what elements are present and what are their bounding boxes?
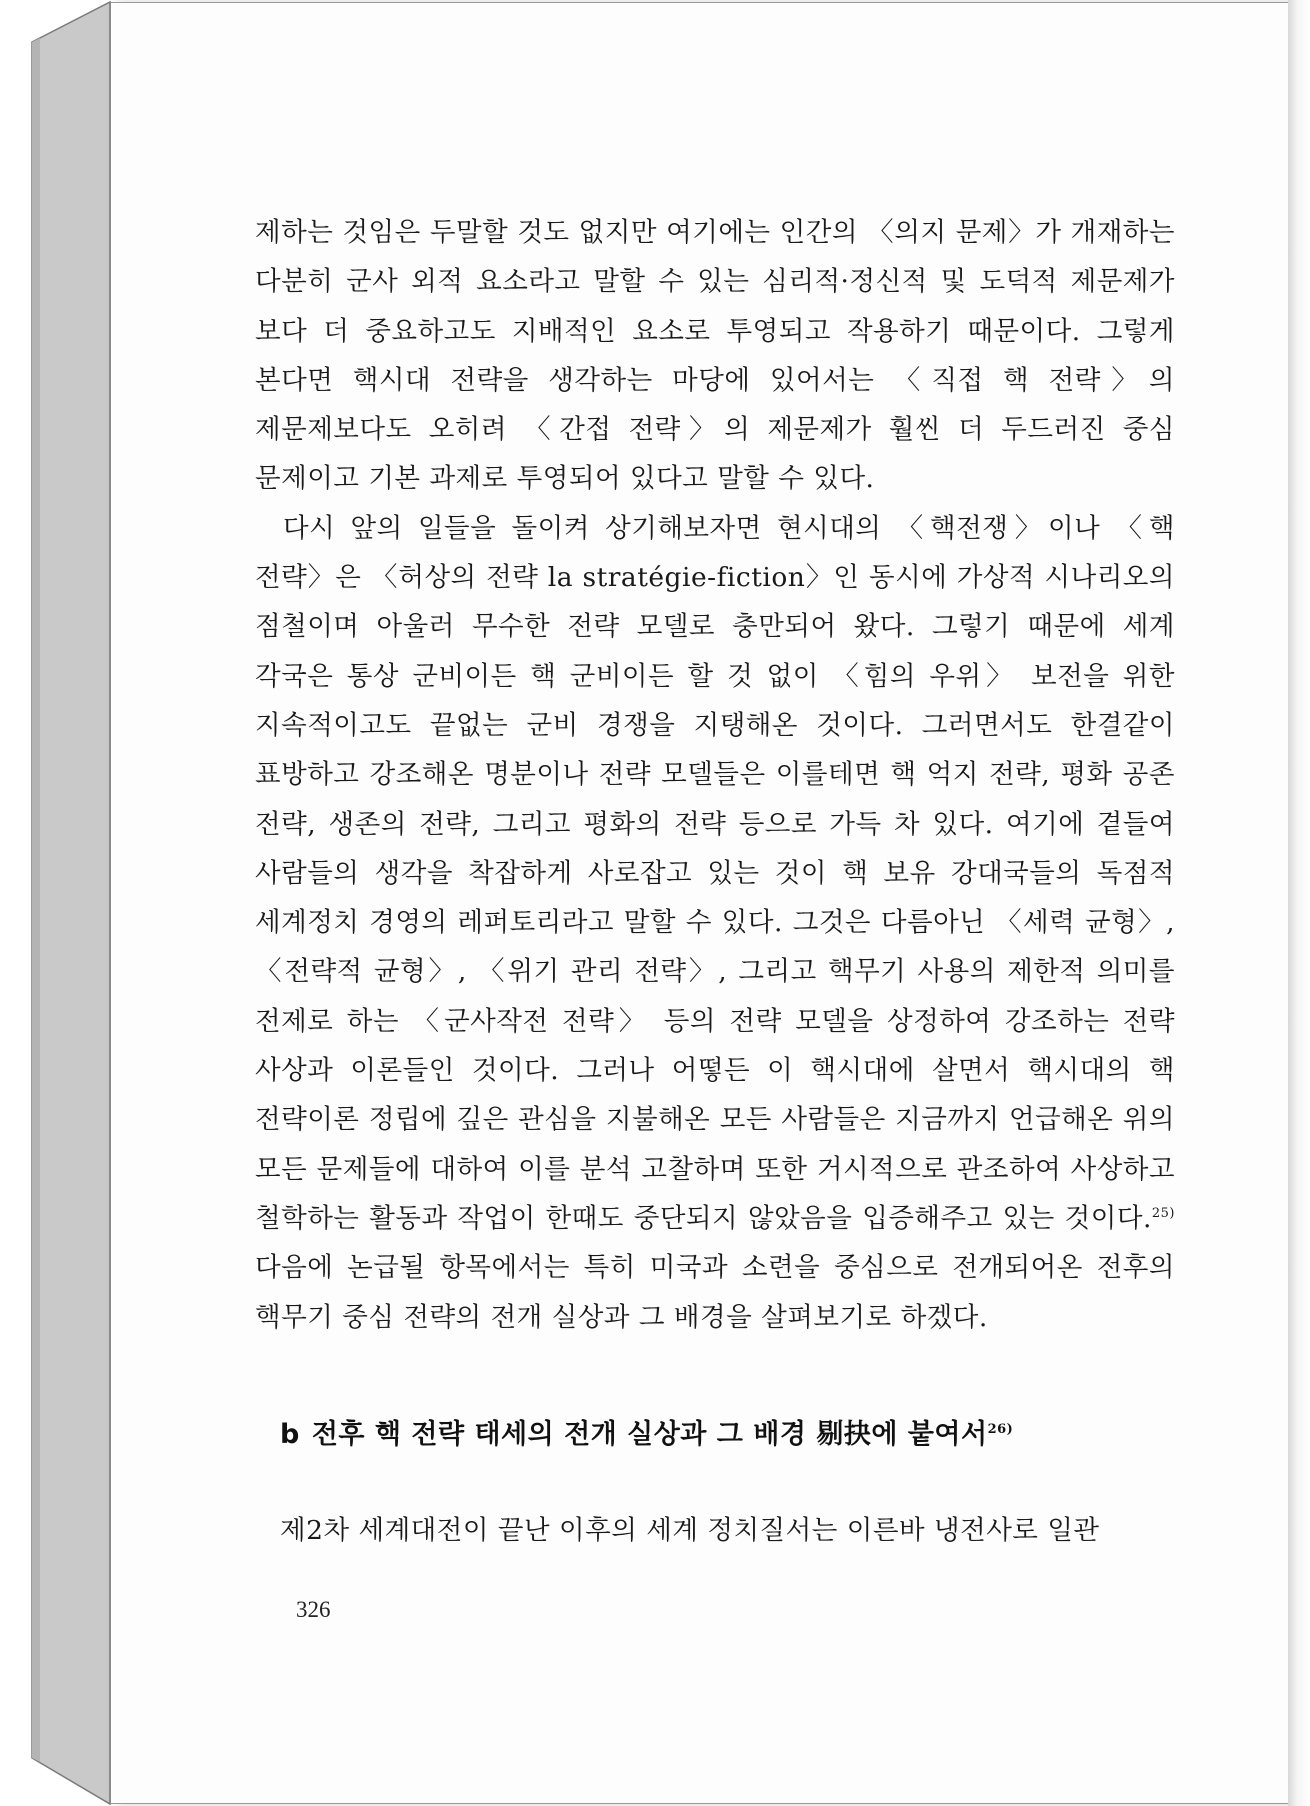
section-heading xyxy=(280,1412,1180,1451)
section-heading-text: 전후 핵 전략 태세의 전개 실상과 그 배경 剔抉에 붙여서 xyxy=(311,1419,988,1450)
paragraph-2-text: 다시 앞의 일들을 돌이켜 상기해보자면 현시대의 〈핵전쟁〉이나 〈핵 전략〉은 〈허상의 전략 la stratégie-fiction〉인 동시에 가상적 시나리오의 점철이며 아울러 무수한 전략 모델로 충만되어 왔다. 그렇기 때문에 세계 각국은 통상 군비이든 핵 군비이든 할 것 없이 〈힘의 우위〉 보전을 위한 지속적이고도 끝없는 군비 경쟁을 지탱해온 것이다. 그러면서도 한결같이 표방하고 강조해온 명분이나 전략 모델들은 이를테면 핵 억지 전략, 평화 공존 전략, 생존의 전략, 그리고 평화의 전략 등으로 가득 차 있다. 여기에 곁들여 사람들의 생각을 착잡하게 사로잡고 있는 것이 핵 보유 강대국들의 독점적 세계정치 경영의 레퍼토리라고 말할 수 있다. 그것은 다름아닌 〈세력 균형〉, 〈전략적 균형〉, 〈위기 관리 전략〉, 그리고 핵무기 사용의 제한적 의미를 전제로 하는 〈군사작전 전략〉 등의 전략 모델을 상정하여 강조하는 전략 사상과 이론들인 것이다. 그러나 어떻든 이 핵시대에 살면서 핵시대의 핵 전략이론 정립에 깊은 관심을 지불해온 모든 사람들은 지금까지 언급해온 위의 모든 문제들에 대하여 이를 분석 고찰하며 또한 거시적으로 관조하여 사상하고 철학하는 활동과 작업이 한때도 중단되지 않았음을 입증해주고 있는 것이다. xyxy=(255,512,1175,1234)
body-text xyxy=(255,208,1175,1342)
paragraph-2-tail: 다음에 논급될 항목에서는 특히 미국과 소련을 중심으로 전개되어온 전후의 핵무기 중심 전략의 전개 실상과 그 배경을 살펴보기로 하겠다. xyxy=(255,1252,1175,1333)
footnote-ref-25: 25) xyxy=(1151,1205,1175,1221)
book-spine xyxy=(0,0,120,1806)
continuation-paragraph: 제2차 세계대전이 끝난 이후의 세계 정치질서는 이른바 냉전사로 일관 xyxy=(280,1515,1100,1546)
footnote-ref-26: 26) xyxy=(987,1422,1014,1437)
paragraph-2 xyxy=(255,504,1175,1342)
page-number: 326 xyxy=(296,1597,331,1622)
paragraph-1: 제하는 것임은 두말할 것도 없지만 여기에는 인간의 〈의지 문제〉가 개재하는 다분히 군사 외적 요소라고 말할 수 있는 심리적·정신적 및 도덕적 제문제가 보다 더 중요하고도 지배적인 요소로 투영되고 작용하기 때문이다. 그렇게 본다면 핵시대 전략을 생각하는 마당에 있어서는 〈직접 핵 전략〉의 제문제보다도 오히려 〈간접 전략〉의 제문제가 훨씬 더 두드러진 중심 문제이고 기본 과제로 투영되어 있다고 말할 수 있다. xyxy=(255,217,1175,495)
section-label: b xyxy=(280,1419,300,1450)
page-edge-shadow xyxy=(1288,0,1310,1806)
